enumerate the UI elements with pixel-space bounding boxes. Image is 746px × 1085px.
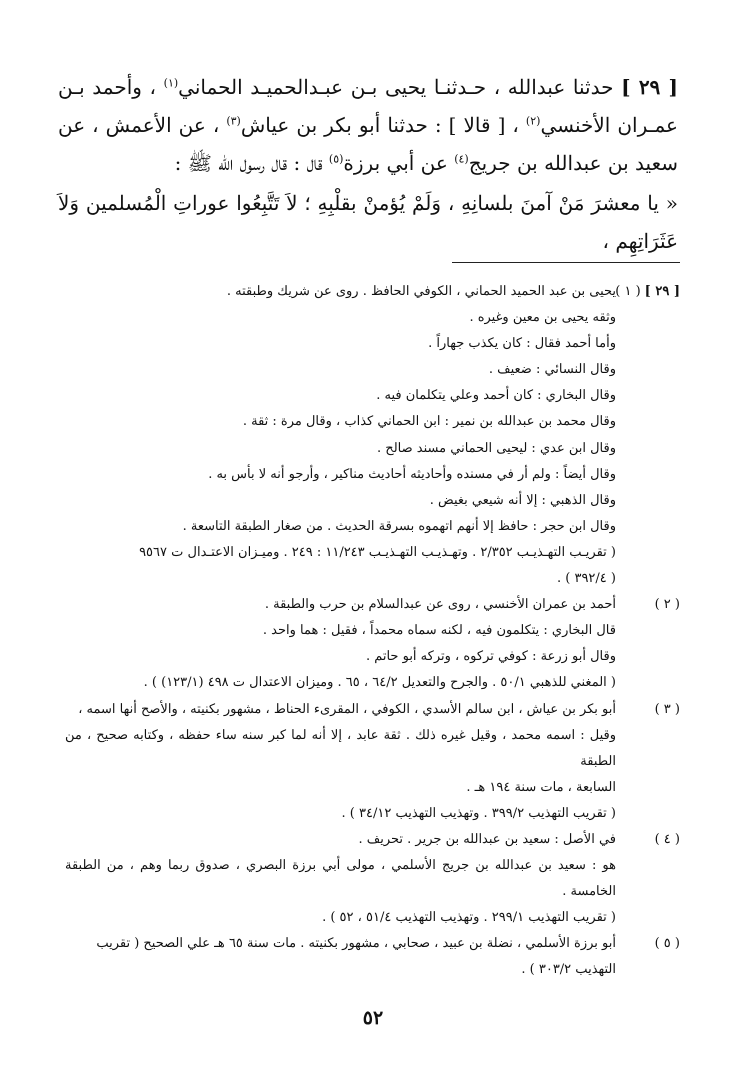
footnote-body: [65, 279, 616, 592]
footnote-label: ( ١ ): [615, 284, 641, 299]
footnote-1: [65, 279, 680, 592]
footnote-body: [65, 827, 616, 931]
hadith-text: « يا معشرَ مَنْ آمنَ بلسانِهِ ، وَلَمْ يُؤمنْ بقلْبِهِ ؛ لاَ تَتَّبِعُوا عوراتِ الْمُسلمين وَلاَ عَثَرَاتِهِم ،: [58, 191, 678, 253]
footnote-line: وقال أبو زرعة : كوفي تركوه ، وتركه أبو حاتم .: [365, 649, 616, 665]
isnad-line-2b: ، [ قالا ] : حدثنا أبو بكر بن عياش: [240, 113, 519, 137]
isnad-line-3: جريج: [468, 151, 511, 175]
footnote-line: ( ٣٩٢/٤ ) .: [557, 571, 616, 587]
footnote-4: [65, 827, 680, 931]
footnote-main-label: [ ٢٩ ]: [644, 284, 680, 299]
footnote-line: وقال النسائي : ضعيف .: [488, 362, 616, 378]
footnote-body: [65, 697, 616, 827]
footnote-ref-5[interactable]: (٥): [328, 152, 344, 166]
footnotes: [65, 279, 680, 984]
hadith-number: [ ٢٩ ]: [621, 75, 678, 99]
page-number: ٥٢: [362, 1007, 384, 1029]
footnote-line: وثقه يحيى بن معين وغيره .: [469, 310, 616, 326]
footnote-body: [65, 931, 616, 983]
footnote-line: ( تقريب التهذيب ٢٩٩/١ . وتهذيب التهذيب ٥١/٤ ، ٥٢ ) .: [322, 910, 616, 926]
footnote-line: وقال ابن حجر : حافظ إلا أنهم اتهموه بسرقة الحديث . من صغار الطبقة التاسعة .: [182, 518, 616, 534]
footnote-line: قال البخاري : يتكلمون فيه ، لكنه سماه محمداً ، فقيل : هما واحد .: [262, 623, 616, 639]
isnad-paragraph: [58, 68, 678, 182]
footnote-line: وأما أحمد فقال : كان يكذب جهاراً .: [428, 336, 616, 352]
footnote-line: ( تقريب التهذيب ٣٩٩/٢ . وتهذيب التهذيب ٣٤/١٢ ) .: [341, 805, 616, 821]
isnad-line-2: الأخنسي: [540, 113, 611, 137]
footnote-line: السابعة ، مات سنة ١٩٤ هـ .: [466, 779, 616, 795]
footnote-line: وقال البخاري : كان أحمد وعلي يتكلمان فيه .: [376, 388, 616, 404]
footnote-ref-2[interactable]: (٢): [525, 114, 541, 128]
footnote-line: هو : سعيد بن عبدالله بن جريج الأسلمي ، مولى أبي برزة البصري ، صدوق ربما وهم ، من الطبقة الخامسة .: [65, 858, 616, 900]
footnote-3: [65, 697, 680, 827]
footnote-body: [65, 592, 616, 696]
isnad-line-1: حدثنا عبدالله ، حـدثنـا يحيى بـن عبـدالحميـد الحماني: [178, 75, 614, 99]
footnote-line: التهذيب ٣٠٣/٢ ) .: [521, 962, 616, 978]
footnote-line: ( المغني للذهبي ٥٠/١ . والجرح والتعديل ٦٤/٢ ، ٦٥ . وميزان الاعتدال ت ٤٩٨ (١٢٣/١) ) .: [143, 675, 616, 691]
footnote-label: ( ٢ ): [654, 597, 680, 613]
footnote-line: وقيل : اسمه محمد ، وقيل غيره ذلك . ثقة عابد ، إلا أنه لما كبر سنه ساء حفظه ، وكتابه صحيح ، من الطبقة: [65, 727, 616, 769]
footnote-line: أبو برزة الأسلمي ، نضلة بن عبيد ، صحابي ، مشهور بكنيته . مات سنة ٦٥ هـ علي الصحيح ( تقريب: [96, 936, 616, 952]
footnote-line: في الأصل : سعيد بن عبدالله بن جرير . تحريف .: [358, 831, 616, 847]
footnote-label: ( ٣ ): [654, 701, 680, 717]
footnote-divider: [452, 262, 680, 263]
footnote-line: يحيى بن عبد الحميد الحماني ، الكوفي الحافظ . روى عن شريك وطبقته .: [226, 284, 616, 299]
footnote-ref-1[interactable]: (١): [163, 76, 179, 90]
isnad-line-1b: ، وأحمد بـن عمـران: [58, 75, 678, 137]
footnote-line: وقال محمد بن عبدالله بن نمير : ابن الحماني كذاب ، وقال مرة : ثقة .: [242, 414, 616, 430]
footnote-line: أبو بكر بن عياش ، ابن سالم الأسدي ، الكوفي ، المقرىء الحناط ، مشهور بكنيته ، والأصح أنها اسمه ،: [78, 701, 616, 717]
isnad-line-3c: قال : قال رسول الله ﷺ :: [174, 151, 323, 175]
footnote-line: ( تقريـب التهـذيـب ٢/٣٥٢ . وتهـذيـب التهـذيـب ١١/٢٤٣ : ٢٤٩ . وميـزان الاعتـدال ت ٩٥٦٧: [139, 544, 616, 560]
footnote-label: ( ٤ ): [654, 831, 680, 847]
footnote-label: ( ٥ ): [654, 936, 680, 952]
footnote-line: وقال أيضاً : ولم أر في مسنده وأحاديثه أحاديث مناكير ، وأرجو أنه لا بأس به .: [208, 466, 616, 482]
footnote-line: أحمد بن عمران الأخنسي ، روى عن عبدالسلام بن حرب والطبقة .: [264, 597, 616, 613]
footnote-line: وقال ابن عدي : ليحيى الحماني مسند صالح .: [377, 440, 616, 456]
footnote-5: [65, 931, 680, 983]
isnad-line-2c: ، عن الأعمش ، عن سعيد بن عبدالله بن: [58, 113, 678, 175]
footnote-line: وقال الذهبي : إلا أنه شيعي بغيض .: [429, 492, 616, 508]
footnote-2: [65, 592, 680, 696]
main-text: [58, 68, 678, 260]
footnote-ref-3[interactable]: (٣): [226, 114, 241, 128]
isnad-line-3b: عن أبي برزة: [343, 151, 448, 175]
footnote-ref-4[interactable]: (٤): [454, 152, 469, 166]
